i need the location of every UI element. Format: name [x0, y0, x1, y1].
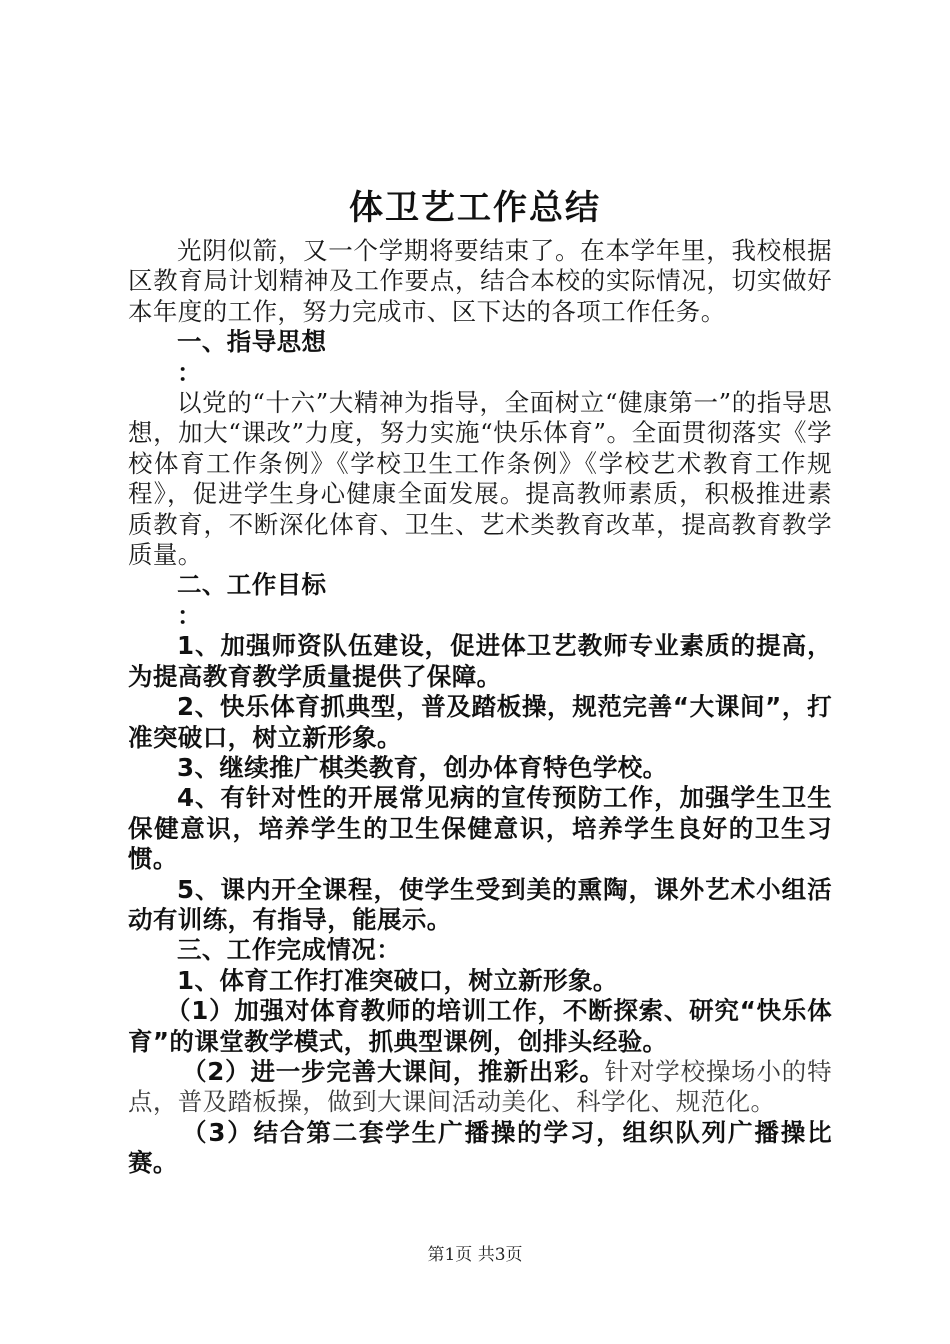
section-heading-guiding-ideology: 一、指导思想 [177, 327, 327, 357]
completion-subitem [128, 1057, 832, 1118]
completion-subitem: （3）结合第二套学生广播操的学习，组织队列广播操比赛。 [128, 1117, 832, 1178]
guiding-ideology-paragraph: 以党的“十六”大精神为指导，全面树立“健康第一”的指导思想，加大“课改”力度，努力实施“快乐体育”。全面贯彻落实《学校体育工作条例》《学校卫生工作条例》《学校艺术教育工作规程》，促进学生身心健康全面发展。提高教师素质，积极推进素质教育，不断深化体育、卫生、艺术类教育改革，提高教育教学质量。 [128, 388, 832, 570]
page-footer: 第1页 共3页 [427, 1245, 523, 1265]
goal-item: 2、快乐体育抓典型，普及踏板操，规范完善“大课间”，打准突破口，树立新形象。 [128, 692, 832, 752]
completion-subitem: （1）加强对体育教师的培训工作，不断探索、研究“快乐体育”的课堂教学模式，抓典型课例，创排头经验。 [128, 996, 832, 1056]
document-title: 体卫艺工作总结 [349, 188, 601, 228]
goal-item: 3、继续推广棋类教育，创办体育特色学校。 [177, 752, 668, 782]
document-body [128, 236, 832, 1179]
section-heading-completion: 三、工作完成情况： [177, 935, 402, 965]
completion-subitem-lead: （2）进一步完善大课间，推新出彩。 [182, 1056, 605, 1086]
section-colon: ： [177, 357, 202, 387]
intro-paragraph: 光阴似箭，又一个学期将要结束了。在本学年里，我校根据区教育局计划精神及工作要点，结合本校的实际情况，切实做好本年度的工作，努力完成市、区下达的各项工作任务。 [128, 236, 832, 326]
goal-item: 1、加强师资队伍建设，促进体卫艺教师专业素质的提高，为提高教育教学质量提供了保障。 [128, 631, 832, 691]
goal-item: 5、课内开全课程，使学生受到美的熏陶，课外艺术小组活动有训练，有指导，能展示。 [128, 874, 832, 934]
goal-item: 4、有针对性的开展常见病的宣传预防工作，加强学生卫生保健意识，培养学生的卫生保健意识，培养学生良好的卫生习惯。 [128, 783, 832, 874]
section-colon: ： [177, 600, 202, 630]
completion-subitem-continuation: 针对学校操场小的特点，普及踏板操，做到大课间活动美化、科学化、规范化。 [128, 1056, 832, 1117]
section-heading-work-goals: 二、工作目标 [177, 570, 327, 600]
completion-item: 1、体育工作打准突破口，树立新形象。 [177, 965, 618, 995]
